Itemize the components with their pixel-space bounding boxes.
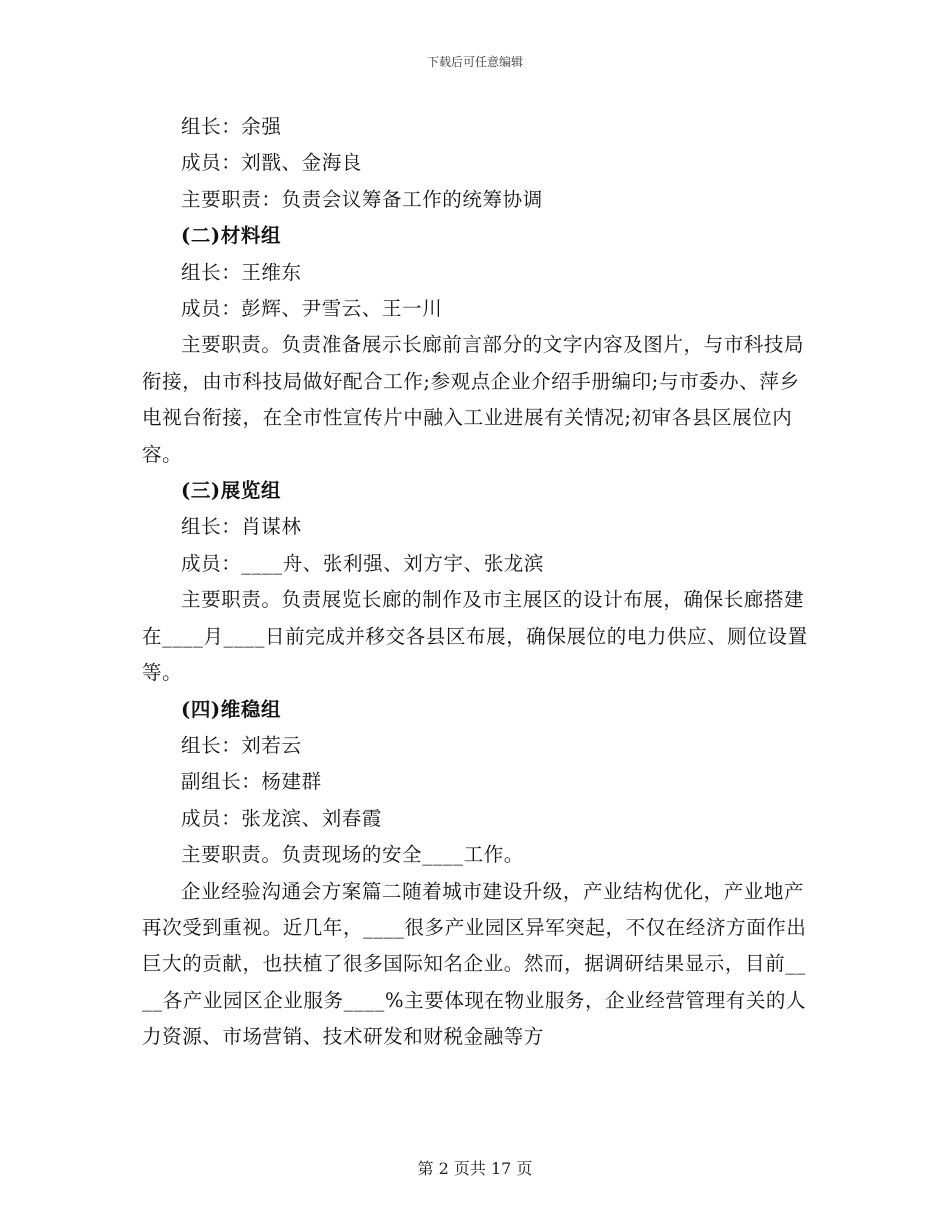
- page-footer: 第 2 页共 17 页: [417, 1159, 533, 1178]
- paragraph-plan-two: 企业经验沟通会方案篇二随着城市建设升级，产业结构优化，产业地产再次受到重视。近几年，____很多产业园区异军突起，不仅在经济方面作出巨大的贡献，也扶植了很多国际知名企业。然而，据调研结果显示，目前____各产业园区企业服务____%主要体现在物业服务，企业经营管理有关的人力资源、市场营销、技术研发和财税金融等方: [142, 879, 807, 1049]
- section-heading-exhibition: (三)展览组: [181, 479, 282, 503]
- paragraph-members-4: 成员：张龙滨、刘春霞: [181, 806, 383, 830]
- paragraph-leader-3: 组长：肖谋林: [181, 515, 302, 539]
- paragraph-members-2: 成员：彭辉、尹雪云、王一川: [181, 297, 443, 321]
- paragraph-leader-1: 组长：余强: [181, 115, 282, 138]
- section-heading-materials: (二)材料组: [181, 224, 282, 248]
- paragraph-duty-3: 主要职责。负责展览长廊的制作及市主展区的设计布展，确保长廊搭建在____月____日前完成并移交各县区布展，确保展位的电力供应、厕位设置等。: [142, 588, 808, 685]
- section-heading-security: (四)维稳组: [181, 697, 282, 721]
- paragraph-members-1: 成员：刘戬、金海良: [181, 151, 362, 175]
- paragraph-leader-4: 组长：刘若云: [181, 733, 302, 757]
- paragraph-duty-4: 主要职责。负责现场的安全____工作。: [181, 843, 524, 867]
- paragraph-duty-2: 主要职责。负责准备展示长廊前言部分的文字内容及图片，与市科技局衔接，由市科技局做好配合工作;参观点企业介绍手册编印;与市委办、萍乡电视台衔接，在全市性宣传片中融入工业进展有关情况;初审各县区展位内容。: [142, 333, 805, 466]
- document-body: [142, 109, 810, 1056]
- paragraph-leader-2: 组长：王维东: [181, 260, 302, 284]
- page-header: 下载后可任意编辑: [426, 55, 523, 69]
- paragraph-duty-1: 主要职责：负责会议筹备工作的统筹协调: [181, 187, 543, 211]
- paragraph-members-3: 成员：____舟、张利强、刘方宇、张龙滨: [181, 551, 545, 575]
- paragraph-deputy-leader-4: 副组长：杨建群: [181, 770, 322, 794]
